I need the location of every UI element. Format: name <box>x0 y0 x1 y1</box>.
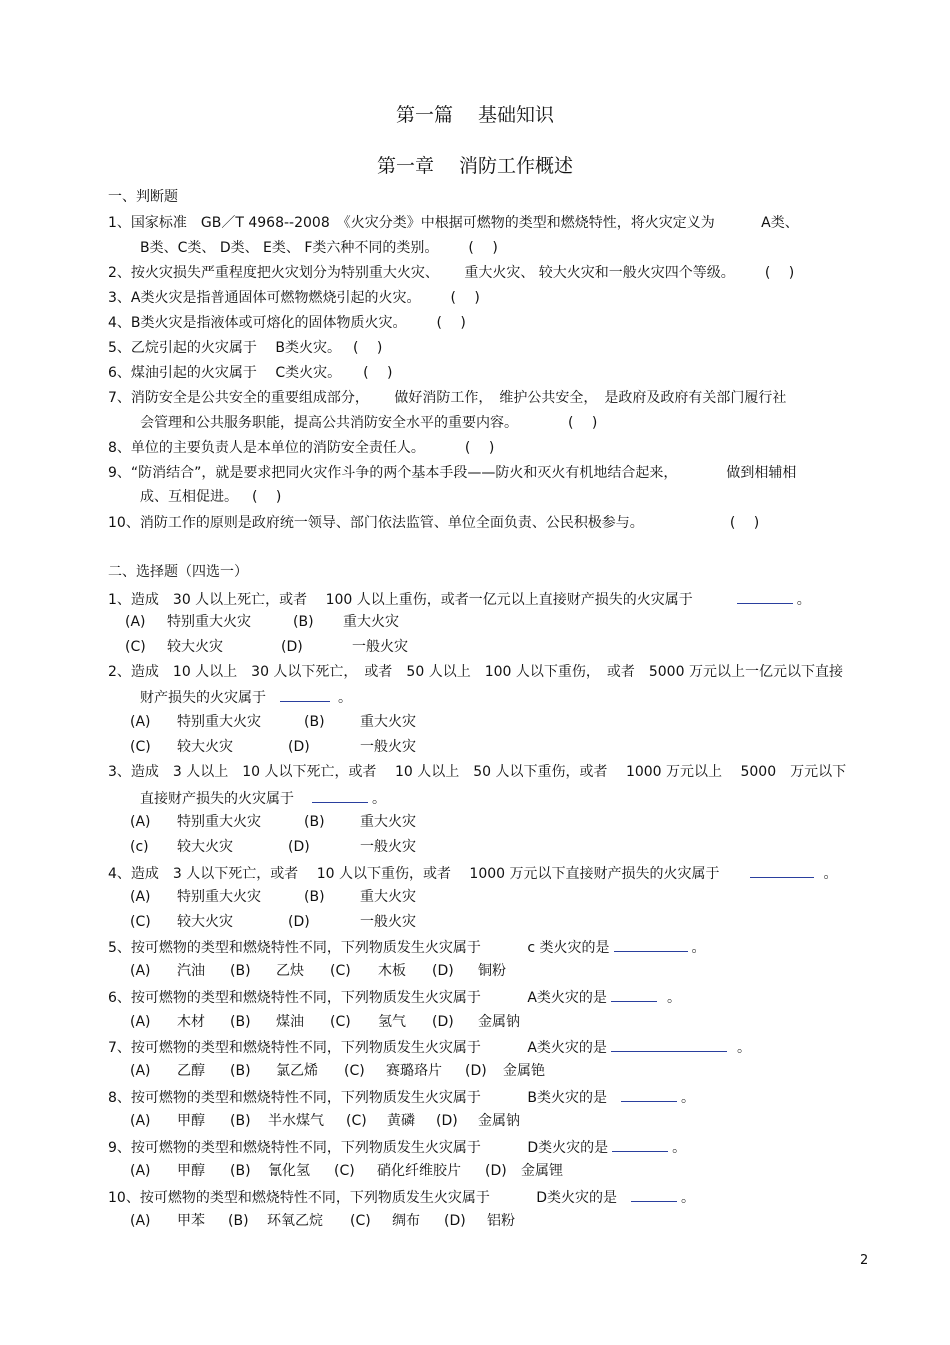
option-b-label: (B) <box>228 1213 249 1229</box>
option-c-text: 赛璐珞片 <box>386 1063 442 1079</box>
option-d-label: (D) <box>281 639 303 655</box>
option-a-text: 乙醇 <box>177 1063 205 1079</box>
option-a-label: (A) <box>130 1213 151 1229</box>
answer-paren[interactable]: ( ) <box>468 240 498 256</box>
option-b-text: 氰化氢 <box>268 1163 310 1179</box>
option-b-text: 重大火灾 <box>360 814 416 830</box>
option-c-text: 较大火灾 <box>177 914 233 930</box>
option-d-label: (D) <box>288 914 310 930</box>
option-d-label: (D) <box>485 1163 507 1179</box>
option-d-label: (D) <box>288 839 310 855</box>
option-c-label: (C) <box>125 639 146 655</box>
answer-paren[interactable]: ( ) <box>464 440 495 456</box>
option-b-label: (B) <box>230 1014 251 1030</box>
mc-question-2-line1: 2、造成 10 人以上 30 人以下死亡， 或者 50 人以上 100 人以下重伤， 或者 5000 万元以上一亿元以下直接 <box>108 664 843 680</box>
answer-paren[interactable]: ( ) <box>363 365 393 381</box>
mc-question-9: 9、按可燃物的类型和燃烧特性不同，下列物质发生火灾属于 D类火灾的是 。 <box>108 1140 687 1156</box>
mc-question-3-line2: 直接财产损失的火灾属于 。 <box>140 791 386 807</box>
option-d-text: 一般火灾 <box>360 839 416 855</box>
option-b-text: 半水煤气 <box>268 1113 324 1129</box>
option-d-label: (D) <box>288 739 310 755</box>
tf-question-1-line2: B类、C类、 D类、 E类、 F类六种不同的类别。 ( ) <box>140 240 498 256</box>
option-b-text: 重大火灾 <box>360 714 416 730</box>
answer-blank[interactable] <box>750 864 814 878</box>
tf-question-9-line2: 成、互相促进。 ( ) <box>140 489 282 505</box>
option-a-text: 甲醇 <box>177 1163 205 1179</box>
option-c-label: (C) <box>330 963 351 979</box>
answer-blank[interactable] <box>621 1088 677 1102</box>
answer-blank[interactable] <box>280 688 330 702</box>
answer-paren[interactable]: ( ) <box>450 290 480 306</box>
answer-blank[interactable] <box>631 1188 677 1202</box>
option-b-text: 重大火灾 <box>343 614 399 630</box>
option-c-text: 硝化纤维胶片 <box>377 1163 461 1179</box>
tf-question-7-line2: 会管理和公共服务职能，提高公共消防安全水平的重要内容。 ( ) <box>140 415 598 431</box>
option-a-text: 特别重大火灾 <box>177 714 261 730</box>
option-a-label: (A) <box>130 1063 151 1079</box>
option-c-text: 较大火灾 <box>177 739 233 755</box>
answer-paren[interactable]: ( ) <box>252 489 282 505</box>
option-d-text: 一般火灾 <box>360 914 416 930</box>
option-a-text: 特别重大火灾 <box>177 889 261 905</box>
answer-blank[interactable] <box>737 590 793 604</box>
option-d-label: (D) <box>436 1113 458 1129</box>
mc-question-1: 1、造成 30 人以上死亡，或者 100 人以上重伤，或者一亿元以上直接财产损失的火灾属于 。 <box>108 592 811 608</box>
answer-paren[interactable]: ( ) <box>352 340 383 356</box>
answer-blank[interactable] <box>612 1138 668 1152</box>
option-d-text: 金属钠 <box>478 1014 520 1030</box>
mc-question-10: 10、按可燃物的类型和燃烧特性不同，下列物质发生火灾属于 D类火灾的是 。 <box>108 1190 696 1206</box>
option-b-label: (B) <box>304 889 325 905</box>
answer-blank[interactable] <box>614 938 688 952</box>
answer-paren[interactable]: ( ) <box>729 515 760 531</box>
answer-paren[interactable]: ( ) <box>436 315 466 331</box>
option-b-text: 环氧乙烷 <box>267 1213 323 1229</box>
option-d-text: 金属钠 <box>478 1113 520 1129</box>
option-a-text: 特别重大火灾 <box>167 614 251 630</box>
option-a-label: (A) <box>130 1014 151 1030</box>
option-b-label: (B) <box>230 1063 251 1079</box>
mc-question-3-line1: 3、造成 3 人以上 10 人以下死亡，或者 10 人以上 50 人以下重伤，或者 1000 万元以上 5000 万元以下 <box>108 764 847 780</box>
mc-question-6: 6、按可燃物的类型和燃烧特性不同，下列物质发生火灾属于 A类火灾的是 。 <box>108 990 681 1006</box>
option-c-label: (C) <box>344 1063 365 1079</box>
option-c-label: (C) <box>334 1163 355 1179</box>
option-a-text: 汽油 <box>177 963 205 979</box>
option-d-label: (D) <box>444 1213 466 1229</box>
mc-question-2-line2: 财产损失的火灾属于 。 <box>140 690 352 706</box>
option-a-label: (A) <box>130 963 151 979</box>
answer-blank[interactable] <box>312 789 368 803</box>
option-a-text: 特别重大火灾 <box>177 814 261 830</box>
option-c-text: 氢气 <box>378 1014 406 1030</box>
tf-question-5: 5、乙烷引起的火灾属于 B类火灾。 ( ) <box>108 340 383 356</box>
mc-question-4: 4、造成 3 人以下死亡，或者 10 人以下重伤，或者 1000 万元以下直接财产损失的火灾属于 。 <box>108 866 838 882</box>
mc-question-7: 7、按可燃物的类型和燃烧特性不同，下列物质发生火灾属于 A类火灾的是 。 <box>108 1040 751 1056</box>
option-a-label: (A) <box>130 1163 151 1179</box>
section-heading-true-false: 一、判断题 <box>108 189 178 205</box>
option-c-label: (C) <box>130 739 151 755</box>
answer-paren[interactable]: ( ) <box>568 415 598 431</box>
option-a-label: (A) <box>130 889 151 905</box>
option-d-label: (D) <box>465 1063 487 1079</box>
tf-question-1-line1: 1、国家标准 GB／T 4968--2008 《火灾分类》中根据可燃物的类型和燃烧特性，将火灾定义为 A类、 <box>108 215 799 231</box>
part-title: 第一篇 基础知识 <box>395 104 555 126</box>
option-b-text: 氯乙烯 <box>276 1063 318 1079</box>
mc-question-5: 5、按可燃物的类型和燃烧特性不同，下列物质发生火灾属于 c 类火灾的是 。 <box>108 940 706 956</box>
tf-question-9-line1: 9、“防消结合”，就是要求把同火灾作斗争的两个基本手段——防火和灭火有机地结合起来， 做到相辅相 <box>108 465 797 481</box>
option-d-text: 一般火灾 <box>360 739 416 755</box>
option-a-text: 甲苯 <box>177 1213 205 1229</box>
answer-blank[interactable] <box>611 1038 727 1052</box>
option-c-text: 绸布 <box>392 1213 420 1229</box>
option-d-label: (D) <box>432 963 454 979</box>
option-c-label: (C) <box>330 1014 351 1030</box>
section-heading-multiple-choice: 二、选择题（四选一） <box>108 564 248 580</box>
tf-question-4: 4、B类火灾是指液体或可熔化的固体物质火灾。 ( ) <box>108 315 466 331</box>
option-c-text: 木板 <box>378 963 406 979</box>
option-b-label: (B) <box>230 1113 251 1129</box>
option-a-label: (A) <box>130 714 151 730</box>
option-a-label: (A) <box>125 614 146 630</box>
option-d-text: 铜粉 <box>478 963 506 979</box>
option-b-label: (B) <box>230 1163 251 1179</box>
answer-paren[interactable]: ( ) <box>764 265 795 281</box>
tf-question-3: 3、A类火灾是指普通固体可燃物燃烧引起的火灾。 ( ) <box>108 290 480 306</box>
option-a-text: 甲醇 <box>177 1113 205 1129</box>
option-b-text: 乙炔 <box>276 963 304 979</box>
option-b-text: 煤油 <box>276 1014 304 1030</box>
option-b-label: (B) <box>293 614 314 630</box>
option-b-label: (B) <box>304 714 325 730</box>
option-d-label: (D) <box>432 1014 454 1030</box>
option-c-text: 较大火灾 <box>177 839 233 855</box>
tf-question-8: 8、单位的主要负责人是本单位的消防安全责任人。 ( ) <box>108 440 495 456</box>
answer-blank[interactable] <box>611 988 657 1002</box>
tf-question-7-line1: 7、消防安全是公共安全的重要组成部分， 做好消防工作， 维护公共安全， 是政府及政府有关部门履行社 <box>108 390 787 406</box>
tf-question-10: 10、消防工作的原则是政府统一领导、部门依法监管、单位全面负责、公民积极参与。 ( ) <box>108 515 760 531</box>
chapter-title: 第一章 消防工作概述 <box>376 155 574 177</box>
option-c-text: 黄磷 <box>387 1113 415 1129</box>
option-b-label: (B) <box>230 963 251 979</box>
option-c-label: (c) <box>130 839 149 855</box>
option-c-label: (C) <box>346 1113 367 1129</box>
option-c-text: 较大火灾 <box>167 639 223 655</box>
option-b-text: 重大火灾 <box>360 889 416 905</box>
option-d-text: 一般火灾 <box>352 639 408 655</box>
tf-question-2: 2、按火灾损失严重程度把火灾划分为特别重大火灾、 重大火灾、 较大火灾和一般火灾四个等级。 ( ) <box>108 265 795 281</box>
option-a-label: (A) <box>130 1113 151 1129</box>
option-a-label: (A) <box>130 814 151 830</box>
option-d-text: 铝粉 <box>487 1213 515 1229</box>
option-d-text: 金属铯 <box>503 1063 545 1079</box>
option-c-label: (C) <box>350 1213 371 1229</box>
mc-question-8: 8、按可燃物的类型和燃烧特性不同，下列物质发生火灾属于 B类火灾的是 。 <box>108 1090 695 1106</box>
option-a-text: 木材 <box>177 1014 205 1030</box>
option-d-text: 金属锂 <box>521 1163 563 1179</box>
tf-question-6: 6、煤油引起的火灾属于 C类火灾。 ( ) <box>108 365 393 381</box>
option-b-label: (B) <box>304 814 325 830</box>
option-c-label: (C) <box>130 914 151 930</box>
page-number: 2 <box>860 1253 869 1268</box>
